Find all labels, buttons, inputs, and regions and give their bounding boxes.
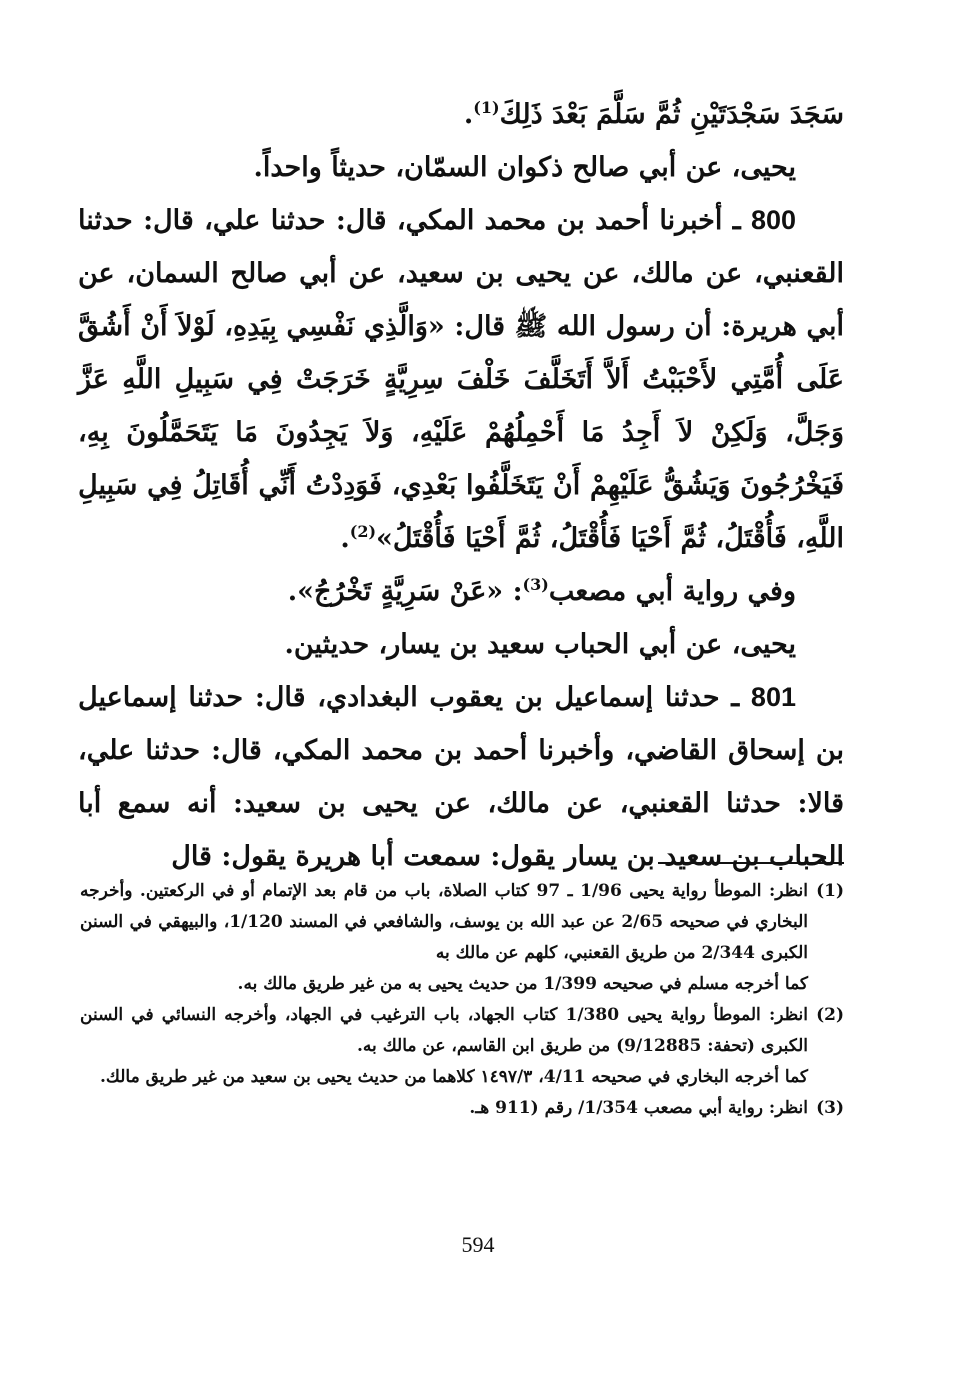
hadith-800-end: . <box>340 523 350 554</box>
hadith-dash: ـ <box>722 205 751 236</box>
riwaya-quote: : «عَنْ سَرِيَّةٍ تَخْرُجُ». <box>287 576 523 607</box>
paragraph-800 <box>78 194 844 565</box>
paragraph-1-text: سَجَدَ سَجْدَتَيْنِ ثُمَّ سَلَّمَ بَعْدَ ذَلِكَ <box>499 99 844 130</box>
page-number: 594 <box>461 1232 495 1257</box>
footnote-line: كما أخرجه البخاري في صحيحه 4/11، ١٤٩٧/٣ كلاهما من حديث يحيى بن سعيد من غير طريق مالك. <box>100 1067 808 1087</box>
footnote-ref-2[interactable]: (2) <box>349 522 377 541</box>
riwaya-text: وفي رواية أبي مصعب <box>548 576 796 607</box>
footnote-mark: (3) <box>816 1098 844 1118</box>
footnote-ref-1[interactable]: (1) <box>473 98 500 117</box>
footnote-line: انظر: الموطأ رواية يحيى 1/380 كتاب الجهاد، باب الترغيب في الجهاد، وأخرجه النسائي في السنن الكبرى (تحفة: 9/12885) من طريق ابن القاسم، عن مالك به. <box>80 1005 809 1056</box>
hadith-number-800: 800 <box>750 205 796 235</box>
footnotes <box>80 876 844 1124</box>
paragraph-801 <box>78 671 844 883</box>
footnote-line: انظر: الموطأ رواية يحيى 1/96 ـ 97 كتاب الصلاة، باب من قام بعد الإتمام أو في الركعتين. وأخرجه البخاري في صحيحه 2/65 عن عبد الله بن يوسف، والشافعي في المسند 1/120، والبيهقي في السنن الكبرى 2/344 من طريق القعنبي، كلهم عن مالك به <box>80 881 808 963</box>
footnote-divider <box>658 862 844 864</box>
paragraph-1 <box>78 88 844 141</box>
hadith-number-801: 801 <box>750 682 796 712</box>
footnote-mark: (1) <box>816 881 844 901</box>
paragraph-5: يحيى، عن أبي الحباب سعيد بن يسار، حديثين. <box>284 629 796 660</box>
hadith-dash: ـ <box>719 682 751 713</box>
footnote-2 <box>80 1000 844 1093</box>
hadith-801-text: حدثنا إسماعيل بن يعقوب البغدادي، قال: حدثنا إسماعيل بن إسحاق القاضي، وأخبرنا أحمد بن محمد المكي، قال: حدثنا علي، قالا: حدثنا القعنبي، عن مالك، عن يحيى بن سعيد: أنه سمع أبا الحباب بن سعيد بن يسار يقول: سمعت أبا هريرة يقول: قال <box>78 682 844 872</box>
footnote-line: انظر: رواية أبي مصعب 1/354/ رقم (911 هـ. <box>469 1098 808 1118</box>
paragraph-2: يحيى، عن أبي صالح ذكوان السمّان، حديثاً واحداً. <box>253 152 796 183</box>
footnote-mark: (2) <box>816 1005 844 1025</box>
paragraph-1-end: . <box>463 99 474 130</box>
paragraph-riwaya <box>78 565 844 618</box>
footnote-ref-3[interactable]: (3) <box>522 575 549 594</box>
hadith-800-text: أخبرنا أحمد بن محمد المكي، قال: حدثنا علي، قال: حدثنا القعنبي، عن مالك، عن يحيى بن سعيد، عن أبي صالح السمان، عن أبي هريرة: أن رسول الله ﷺ قال: «وَالَّذِي نَفْسِي بِيَدِهِ، لَوْلاَ أَنْ أَشُقَّ عَلَى أُمَّتِي لأَحْبَبْتُ أَلاَّ أَتَخَلَّفَ خَلْفَ سِرِيَّةٍ خَرَجَتْ فِي سَبِيلِ اللَّهِ عَزَّ وَجَلَّ، وَلَكِنْ لاَ أَجِدُ مَا أَحْمِلُهُمْ عَلَيْهِ، وَلاَ يَجِدُونَ مَا يَتَحَمَّلُونَ بِهِ، فَيَخْرُجُونَ وَيَشُقُّ عَلَيْهِمْ أَنْ يَتَخَلَّفُوا بَعْدِي، فَوَدِدْتُ أَنِّي أُقَاتِلُ فِي سَبِيلِ اللَّهِ، فَأُقْتَلُ، ثُمَّ أَحْيَا فَأُقْتَلُ، ثُمَّ أَحْيَا فَأُقْتَلُ» <box>78 205 844 554</box>
footnote-3 <box>80 1093 844 1124</box>
footnote-1 <box>80 876 844 1000</box>
footnote-line: كما أخرجه مسلم في صحيحه 1/399 من حديث يحيى به من غير طريق مالك به. <box>237 974 808 994</box>
main-text <box>78 88 844 883</box>
